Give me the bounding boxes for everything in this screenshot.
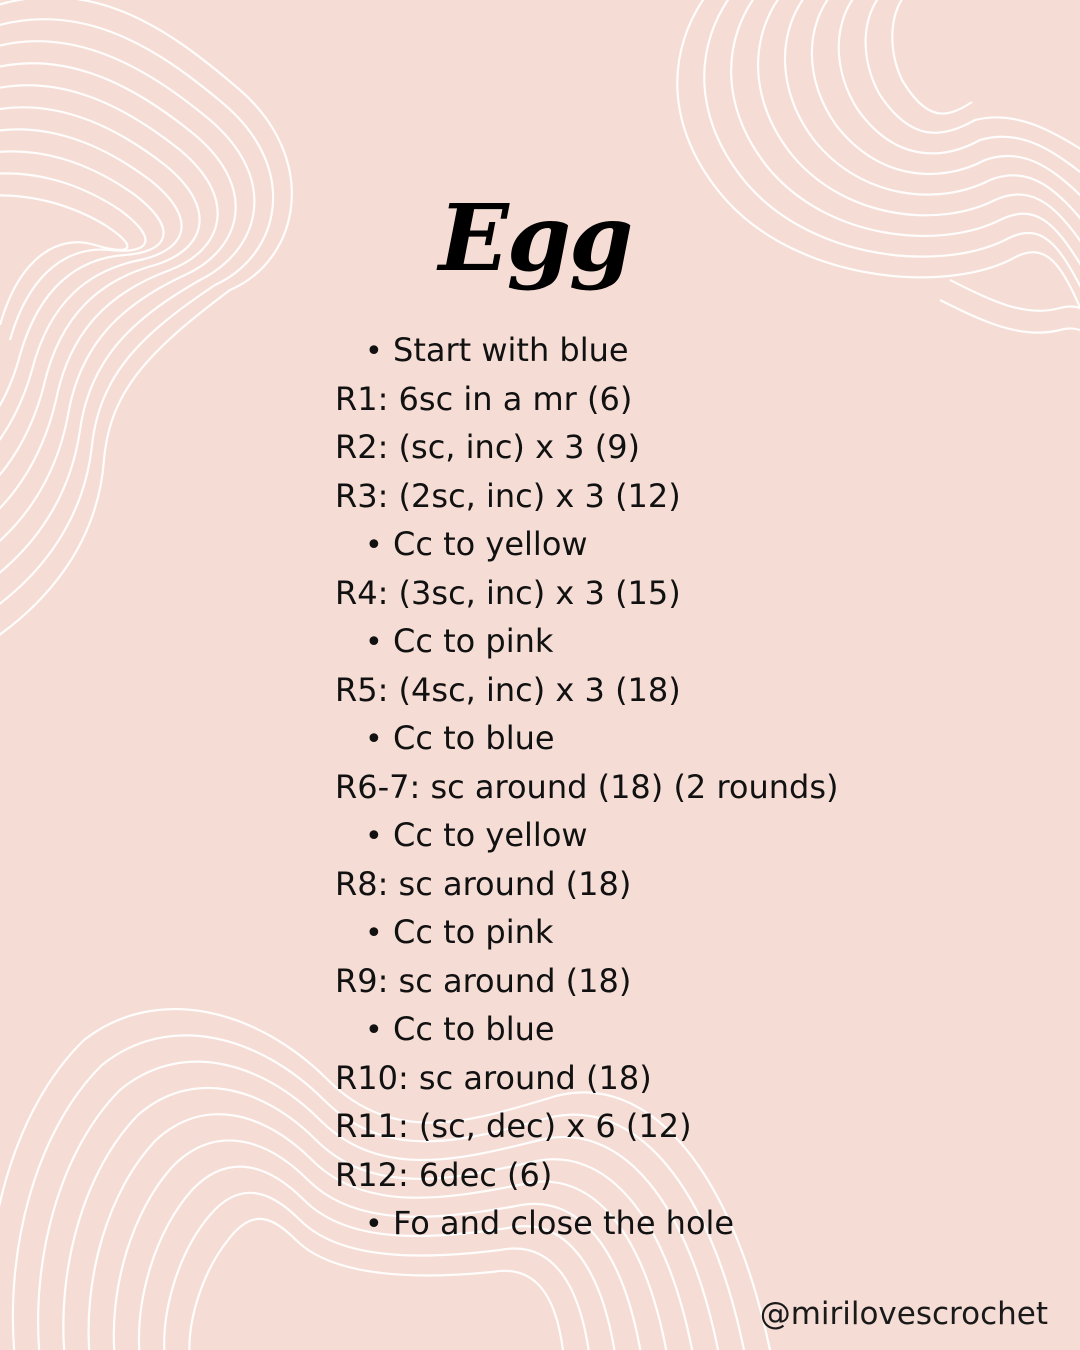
note-item bbox=[335, 617, 839, 666]
round-item bbox=[335, 423, 839, 472]
step-text: R5: (4sc, inc) x 3 (18) bbox=[335, 670, 681, 709]
bullet-icon: • bbox=[365, 1013, 383, 1048]
note-item bbox=[335, 714, 839, 763]
pattern-steps bbox=[335, 326, 839, 1248]
note-item bbox=[335, 326, 839, 375]
bullet-icon: • bbox=[365, 334, 383, 369]
step-text: R11: (sc, dec) x 6 (12) bbox=[335, 1107, 692, 1145]
step-text: R3: (2sc, inc) x 3 (12) bbox=[335, 476, 681, 515]
step-text: Cc to blue bbox=[393, 1010, 555, 1048]
round-item bbox=[335, 1151, 839, 1200]
bullet-icon: • bbox=[365, 528, 383, 563]
step-text: Cc to blue bbox=[393, 719, 555, 757]
round-item bbox=[335, 375, 839, 424]
bullet-icon: • bbox=[365, 1207, 383, 1242]
note-item bbox=[335, 520, 839, 569]
bullet-icon: • bbox=[365, 625, 383, 660]
note-item bbox=[335, 1005, 839, 1054]
round-item bbox=[335, 860, 839, 909]
round-item bbox=[335, 666, 839, 715]
step-text: R2: (sc, inc) x 3 (9) bbox=[335, 428, 641, 466]
step-text: Cc to pink bbox=[393, 913, 554, 951]
round-item bbox=[335, 472, 839, 521]
bullet-icon: • bbox=[365, 916, 383, 951]
note-item bbox=[335, 1199, 839, 1248]
round-item bbox=[335, 1054, 839, 1103]
step-text: Cc to yellow bbox=[393, 525, 588, 563]
step-text: Cc to pink bbox=[393, 622, 554, 660]
bullet-icon: • bbox=[365, 722, 383, 757]
step-text: R10: sc around (18) bbox=[335, 1058, 652, 1097]
bullet-icon: • bbox=[365, 819, 383, 854]
step-text: Fo and close the hole bbox=[393, 1204, 735, 1242]
step-text: Start with blue bbox=[393, 331, 629, 369]
step-text: R4: (3sc, inc) x 3 (15) bbox=[335, 573, 681, 612]
round-item bbox=[335, 763, 839, 812]
step-text: R8: sc around (18) bbox=[335, 864, 632, 903]
round-item bbox=[335, 1102, 839, 1151]
author-handle: @mirilovescrochet bbox=[759, 1296, 1048, 1332]
step-text: R1: 6sc in a mr (6) bbox=[335, 379, 633, 418]
note-item bbox=[335, 908, 839, 957]
wave-top-left bbox=[0, 0, 292, 660]
step-text: R9: sc around (18) bbox=[335, 961, 632, 1000]
step-text: R12: 6dec (6) bbox=[335, 1155, 553, 1194]
page-title: Egg bbox=[438, 184, 632, 292]
step-text: Cc to yellow bbox=[393, 816, 588, 854]
round-item bbox=[335, 957, 839, 1006]
step-text: R6-7: sc around (18) (2 rounds) bbox=[335, 767, 839, 806]
round-item bbox=[335, 569, 839, 618]
note-item bbox=[335, 811, 839, 860]
